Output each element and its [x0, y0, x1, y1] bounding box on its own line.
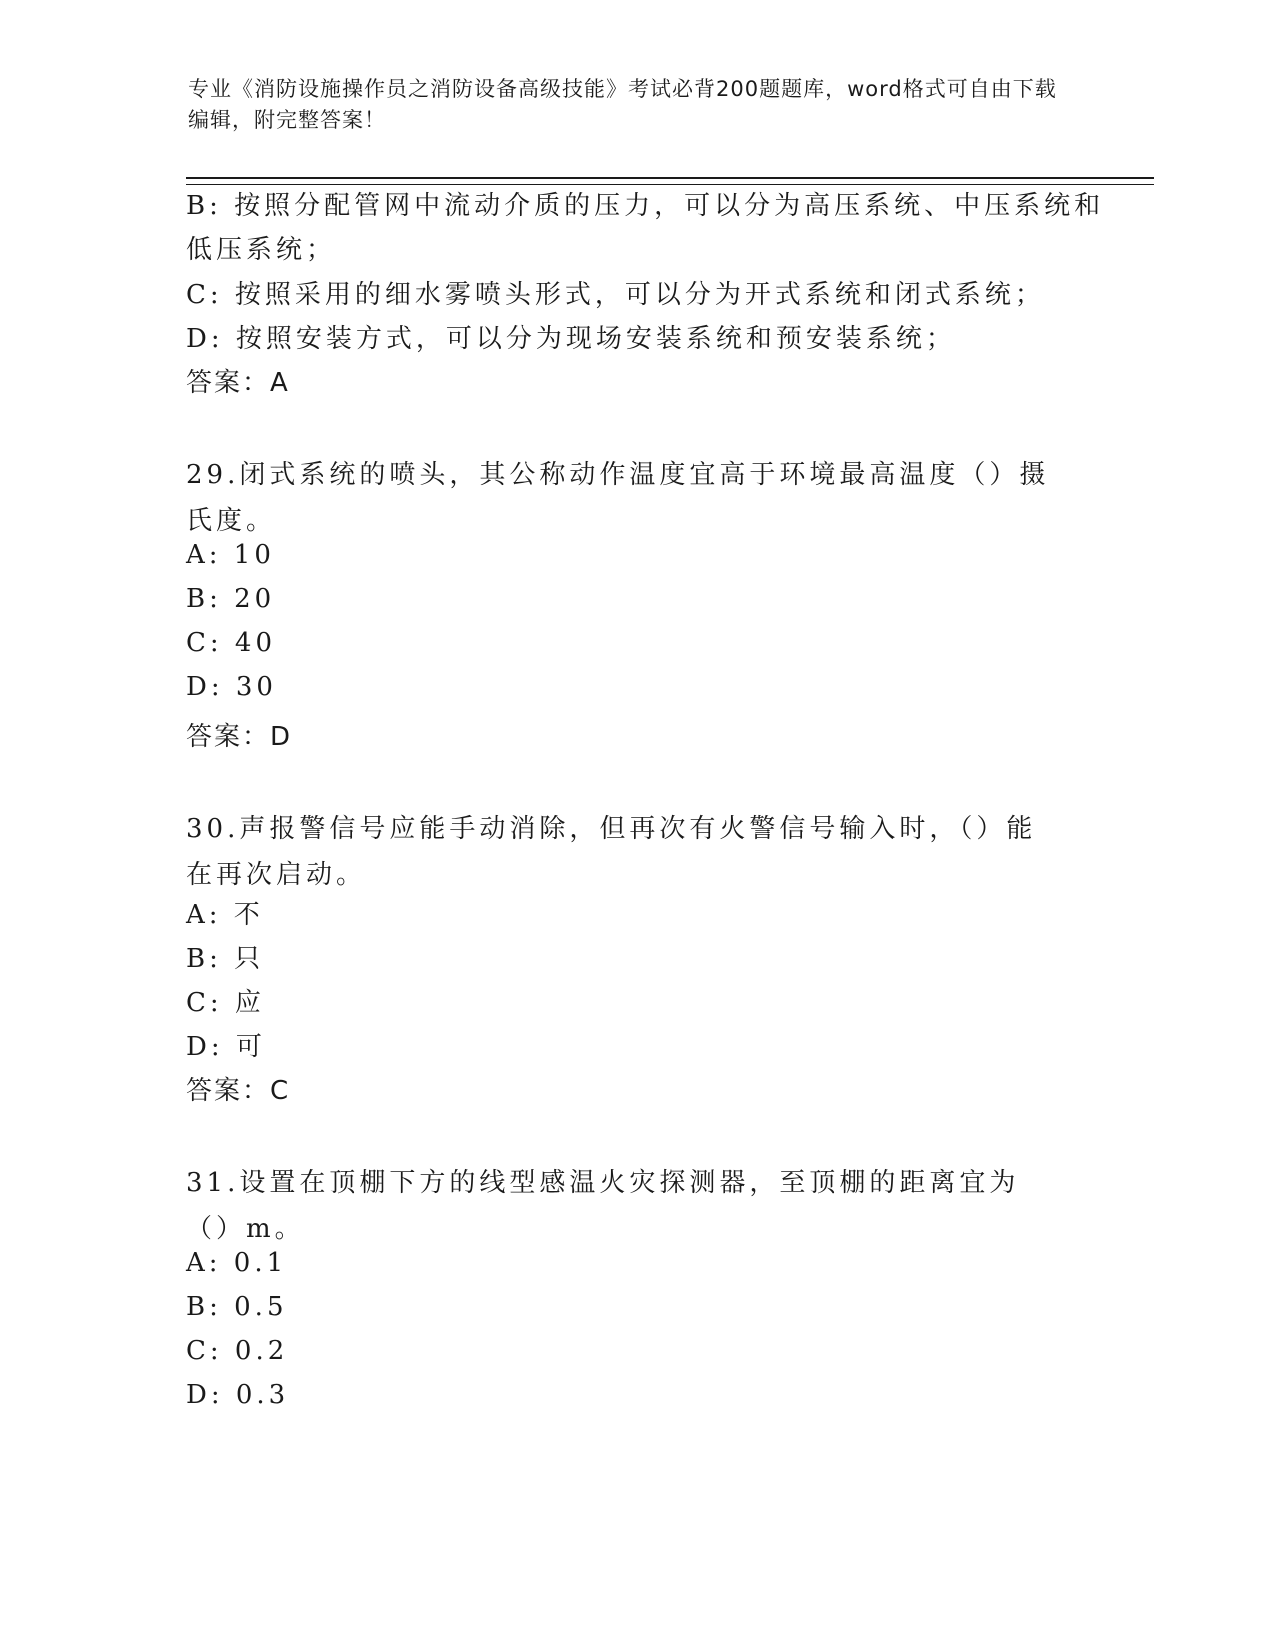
question-option: B: 0.5: [186, 1292, 288, 1322]
question-option: A: 0.1: [186, 1248, 288, 1278]
question-option: B: 只: [186, 944, 265, 974]
question-stem: 31.设置在顶棚下方的线型感温火灾探测器，至顶棚的距离宜为（）m。: [186, 1168, 1020, 1244]
question-option: A: 不: [186, 900, 264, 930]
document-header: 专业《消防设施操作员之消防设备高级技能》考试必背200题题库，word格式可自由下载编辑，附完整答案！: [188, 77, 1057, 132]
prev-option-b-line2: 低压系统；: [186, 235, 337, 265]
prev-answer: 答案：A: [186, 368, 290, 398]
question-stem: 30.声报警信号应能手动消除，但再次有火警信号输入时，（）能在再次启动。: [186, 814, 1037, 890]
question-option: D: 30: [186, 672, 277, 702]
question-option: D: 可: [186, 1032, 266, 1062]
question-option: C: 应: [186, 988, 265, 1018]
question-option: B: 20: [186, 584, 276, 614]
question-option: C: 40: [186, 628, 277, 658]
prev-option-b-line1: B: 按照分配管网中流动介质的压力，可以分为高压系统、中压系统和: [186, 191, 1105, 221]
question-option: C: 0.2: [186, 1336, 289, 1366]
question-answer: 答案：D: [186, 722, 293, 752]
question-stem: 29.闭式系统的喷头，其公称动作温度宜高于环境最高温度（）摄氏度。: [186, 460, 1050, 536]
prev-option-c: C: 按照采用的细水雾喷头形式，可以分为开式系统和闭式系统；: [186, 280, 1045, 310]
prev-option-d: D: 按照安装方式，可以分为现场安装系统和预安装系统；: [186, 324, 956, 354]
question-option: A: 10: [186, 540, 275, 570]
question-option: D: 0.3: [186, 1380, 290, 1410]
header-rule-thick: [186, 177, 1154, 179]
question-answer: 答案：C: [186, 1076, 291, 1106]
